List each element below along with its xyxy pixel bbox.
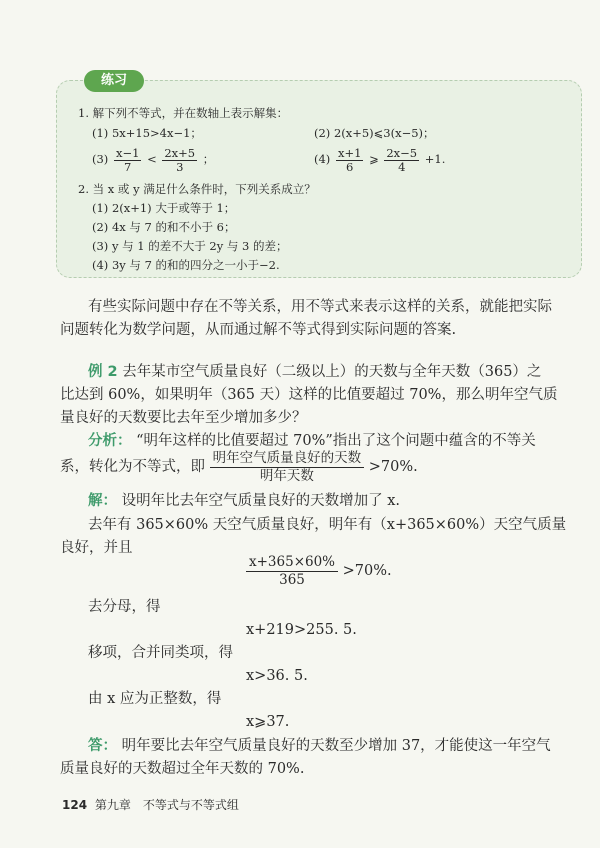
fraction — [114, 147, 141, 174]
solution-line-2: 去年有 365×60% 天空气质量良好，明年有（x+365×60%）天空气质量 — [88, 517, 567, 533]
analysis-pre: 系，转化为不等式，即 — [60, 459, 205, 475]
page-footer — [62, 796, 239, 813]
exercise-q2-2: (2) 4x 与 7 的和不小于 6； — [92, 220, 236, 234]
fraction-numerator: x+1 — [337, 145, 362, 160]
answer-label: 答： — [88, 738, 117, 754]
q1-4-prefix: (4) — [314, 152, 331, 166]
intro-line-2: 问题转化为数学问题，从而通过解不等式得到实际问题的答案. — [60, 322, 457, 338]
exercise-q2-1: (1) 2(x+1) 大于或等于 1； — [92, 201, 236, 215]
equation-1 — [246, 553, 392, 589]
fraction-denominator: 3 — [176, 159, 184, 174]
example-line-1 — [88, 361, 541, 383]
equation-1-post: >70%. — [342, 563, 392, 579]
exercise-q2: 2. 当 x 或 y 满足什么条件时，下列关系成立？ — [78, 182, 316, 196]
analysis-post: >70%. — [368, 459, 418, 475]
q1-3-end: ； — [202, 152, 215, 166]
example-line-2: 比达到 60%，如果明年（365 天）这样的比值要超过 70%，那么明年空气质 — [60, 387, 558, 403]
fraction-denominator: 365 — [279, 571, 305, 588]
fraction — [336, 147, 363, 174]
answer-text: 明年要比去年空气质量良好的天数至少增加 37，才能使这一年空气 — [121, 738, 551, 754]
operator: ⩾ — [369, 152, 379, 166]
solution-line-1 — [88, 490, 400, 512]
q1-4-end: +1. — [424, 152, 446, 166]
step-1: 去分母，得 — [88, 599, 161, 615]
step-2: 移项，合并同类项，得 — [88, 645, 233, 661]
equation-3: x>36. 5. — [246, 668, 308, 684]
fraction — [384, 147, 419, 174]
example-line-3: 量良好的天数要比去年至少增加多少？ — [60, 410, 307, 426]
analysis-line-2 — [60, 449, 418, 485]
fraction-numerator: x−1 — [115, 145, 140, 160]
answer-line-2: 质量良好的天数超过全年天数的 70%. — [60, 761, 305, 777]
exercise-q1-4 — [314, 144, 445, 174]
fraction — [162, 147, 197, 174]
fraction-numerator: x+365×60% — [246, 554, 338, 572]
solution-label: 解： — [88, 493, 117, 509]
fraction-denominator: 4 — [398, 159, 406, 174]
fraction-numerator: 2x+5 — [164, 145, 196, 160]
fraction-numerator: 2x−5 — [386, 145, 418, 160]
equation-4: x⩾37. — [246, 714, 290, 730]
solution-line-3: 良好，并且 — [60, 540, 133, 556]
exercise-q1-3 — [92, 144, 214, 174]
fraction — [246, 554, 338, 589]
analysis-text: “明年这样的比值要超过 70%”指出了这个问题中蕴含的不等关 — [136, 433, 536, 449]
analysis-label: 分析： — [88, 433, 132, 449]
answer-line-1 — [88, 735, 551, 757]
exercise-q2-3: (3) y 与 1 的差不大于 2y 与 3 的差； — [92, 239, 288, 253]
exercise-q1: 1. 解下列不等式，并在数轴上表示解集： — [78, 106, 289, 120]
solution-text: 设明年比去年空气质量良好的天数增加了 x. — [121, 493, 401, 509]
chapter-title: 第九章 不等式与不等式组 — [94, 798, 239, 812]
equation-2: x+219>255. 5. — [246, 622, 357, 638]
fraction-numerator: 明年空气质量良好的天数 — [210, 450, 365, 468]
example-label: 例 2 — [88, 364, 118, 380]
page-number: 124 — [62, 798, 88, 812]
operator: < — [147, 152, 157, 166]
q1-3-prefix: (3) — [92, 152, 109, 166]
fraction-denominator: 7 — [124, 159, 132, 174]
fraction-denominator: 明年天数 — [259, 467, 314, 484]
fraction — [210, 450, 365, 485]
exercise-q1-1: (1) 5x+15>4x−1； — [92, 126, 202, 140]
example-text: 去年某市空气质量良好（二级以上）的天数与全年天数（365）之 — [122, 364, 542, 380]
fraction-denominator: 6 — [346, 159, 354, 174]
intro-line-1: 有些实际问题中存在不等关系，用不等式来表示这样的关系，就能把实际 — [88, 299, 552, 315]
exercise-q1-2: (2) 2(x+5)⩽3(x−5)； — [314, 126, 435, 140]
exercise-tab: 练习 — [84, 70, 144, 92]
step-3: 由 x 应为正整数，得 — [88, 691, 222, 707]
exercise-q2-4: (4) 3y 与 7 的和的四分之一小于−2. — [92, 258, 280, 272]
